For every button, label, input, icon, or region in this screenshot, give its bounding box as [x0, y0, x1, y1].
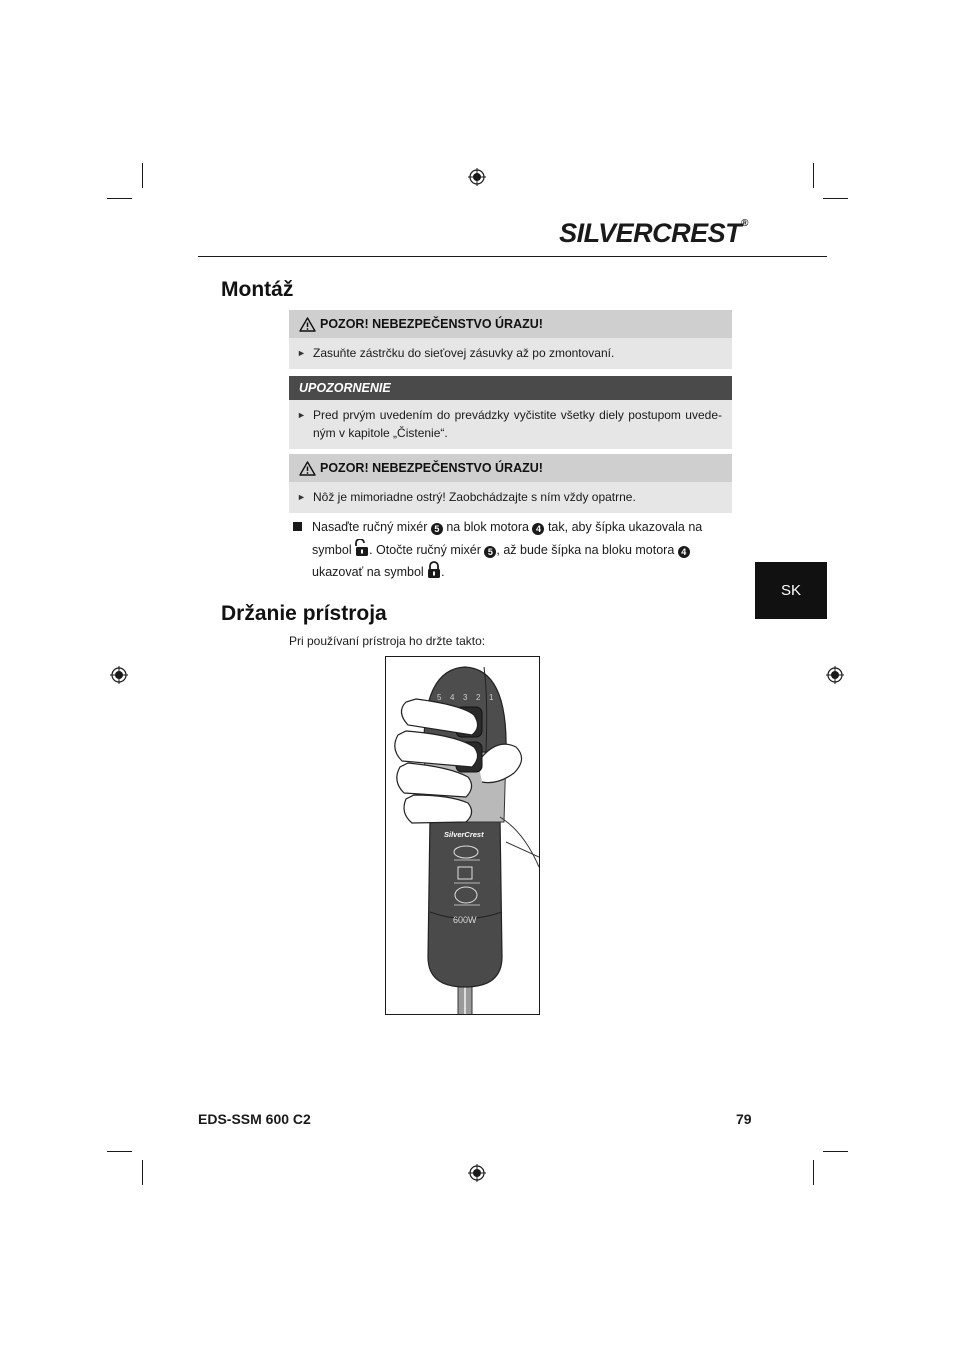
crop-mark: [813, 1160, 814, 1185]
crop-mark: [813, 163, 814, 188]
crop-mark: [142, 163, 143, 188]
warning-item: [289, 338, 732, 369]
warning-heading-text: POZOR! NEBEZPEČENSTVO ÚRAZU!: [320, 317, 543, 331]
assembly-step: [293, 516, 733, 584]
number-circle-icon: 4: [678, 546, 690, 558]
registered-mark: ®: [741, 218, 748, 229]
crop-mark: [823, 198, 848, 199]
brand-name-part2: CREST: [652, 218, 742, 248]
locked-padlock-icon: [427, 561, 441, 579]
section-title-holding: Držanie prístroja: [221, 602, 387, 625]
crop-mark: [142, 1160, 143, 1185]
speed-label: 4: [450, 693, 455, 702]
step-text: . Otočte ručný mixér: [369, 542, 485, 557]
hand-blender-illustration: [385, 656, 540, 1015]
brand-logo: [559, 218, 748, 249]
note-item: [289, 400, 732, 449]
note-box: [289, 376, 732, 449]
step-text: Nasaďte ručný mixér: [312, 520, 431, 534]
number-circle-icon: 5: [484, 546, 496, 558]
assembly-step-text: [312, 516, 733, 584]
warning-heading: [289, 454, 732, 482]
crop-mark: [823, 1151, 848, 1152]
registration-mark-icon: [468, 168, 486, 186]
note-heading: UPOZORNENIE: [289, 376, 732, 400]
warning-item-text: Nôž je mimoriadne ostrý! Zaobchádzajte s ním vždy opatrne.: [313, 490, 636, 504]
square-bullet-icon: [293, 522, 302, 531]
speed-label: 1: [489, 693, 494, 702]
arrow-bullet-icon: ►: [297, 348, 306, 358]
page-number: 79: [736, 1111, 752, 1127]
header-divider: [198, 256, 827, 257]
device-power-label: 600W: [453, 915, 477, 925]
registration-mark-icon: [110, 666, 128, 684]
step-text: na blok motora: [442, 520, 533, 534]
number-circle-icon: 4: [532, 523, 544, 535]
note-item-text: Pred prvým uvedením do prevádzky vyčistite všetky diely postupom uvede-ným v kapitole „Čistenie“.: [313, 408, 722, 440]
footer-model-number: EDS-SSM 600 C2: [198, 1111, 311, 1127]
warning-heading: [289, 310, 732, 338]
arrow-bullet-icon: ►: [297, 492, 306, 502]
arrow-bullet-icon: ►: [297, 410, 306, 420]
warning-box-2: [289, 454, 732, 513]
warning-item: [289, 482, 732, 513]
step-text: .: [441, 565, 445, 579]
warning-box-1: [289, 310, 732, 369]
warning-heading-text: POZOR! NEBEZPEČENSTVO ÚRAZU!: [320, 461, 543, 475]
warning-triangle-icon: [299, 317, 316, 332]
figure-caption: Pri používaní prístroja ho držte takto:: [289, 634, 486, 648]
warning-item-text: Zasuňte zástrčku do sieťovej zásuvky až po zmontovaní.: [313, 346, 615, 360]
crop-mark: [107, 198, 132, 199]
unlocked-padlock-icon: [355, 539, 369, 557]
step-text: tak, aby šípka ukazovala na symbol: [312, 520, 703, 557]
registration-mark-icon: [826, 666, 844, 684]
device-brand-label: SilverCrest: [444, 830, 484, 839]
crop-mark: [107, 1151, 132, 1152]
warning-triangle-icon: [299, 461, 316, 476]
speed-label: 5: [437, 693, 442, 702]
brand-name-part1: SILVER: [559, 218, 653, 248]
hand-blender-drawing: [386, 657, 539, 1014]
section-title-assembly: Montáž: [221, 278, 294, 301]
language-tab: SK: [755, 562, 827, 619]
speed-label: 2: [476, 693, 481, 702]
registration-mark-icon: [468, 1164, 486, 1182]
step-text: ukazovať na symbol: [312, 565, 428, 579]
speed-label: 3: [463, 693, 468, 702]
step-text: , až bude šípka na bloku motora: [496, 542, 678, 557]
number-circle-icon: 5: [431, 523, 443, 535]
